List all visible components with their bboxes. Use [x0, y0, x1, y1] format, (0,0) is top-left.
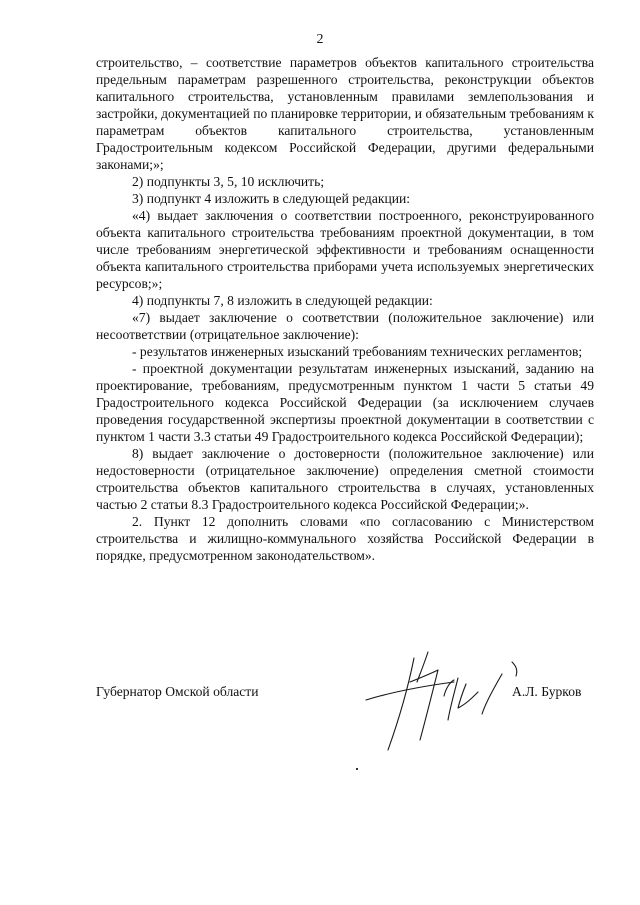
signatory-title: Губернатор Омской области [96, 684, 259, 699]
paragraph: 8) выдает заключение о достоверности (положительное заключение) или недостоверности (отрицательное заключение) определения сметной стоимости строительства объектов капитального строительства в случаях, установленных частью 2 статьи 8.3 Градостроительного кодекса Российской Федерации;». [96, 446, 594, 512]
paragraph: 2) подпункты 3, 5, 10 исключить; [132, 174, 325, 189]
paragraph: 4) подпункты 7, 8 изложить в следующей редакции: [132, 293, 433, 308]
paragraph: «7) выдает заключение о соответствии (положительное заключение) или несоответствии (отрицательное заключение): [96, 310, 594, 342]
paragraph: 2. Пункт 12 дополнить словами «по согласованию с Министерством строительства и жилищно-коммунального хозяйства Российской Федерации в порядке, предусмотренном законодательством». [96, 514, 594, 563]
paragraph: «4) выдает заключения о соответствии построенного, реконструированного объекта капитального строительства требованиям проектной документации, в том числе требованиям энергетической эффективности и требованиям оснащенности объекта капитального строительства приборами учета используемых энергетических ресурсов;»; [96, 208, 594, 291]
paragraph: 3) подпункт 4 изложить в следующей редакции: [132, 191, 411, 206]
page-number: 2 [316, 32, 324, 47]
paragraph: строительство, – соответствие параметров объектов капитального строительства предельным параметрам разрешенного строительства, реконструкции объектов капитального строительства, установленным правилами землепользования и застройки, документацией по планировке территории, и обязательным требованиям к параметрам объектов капитального строительства, установленным Градостроительным кодексом Российской Федерации, другими федеральными законами;»; [96, 55, 594, 172]
paragraph: - результатов инженерных изысканий требованиям технических регламентов; [132, 344, 583, 359]
paragraph: - проектной документации результатам инженерных изысканий, заданию на проектирование, требованиям, предусмотренным пунктом 1 части 5 статьи 49 Градостроительного кодекса Российской Федерации (за исключением случаев проведения государственной экспертизы проектной документации в соответствии с пунктом 1 части 3.3 статьи 49 Градостроительного кодекса Российской Федерации); [96, 361, 594, 444]
handwritten-signature-icon [362, 648, 542, 758]
signatory-name: А.Л. Бурков [512, 684, 582, 699]
document-body [96, 54, 594, 564]
ink-dot [356, 768, 358, 770]
